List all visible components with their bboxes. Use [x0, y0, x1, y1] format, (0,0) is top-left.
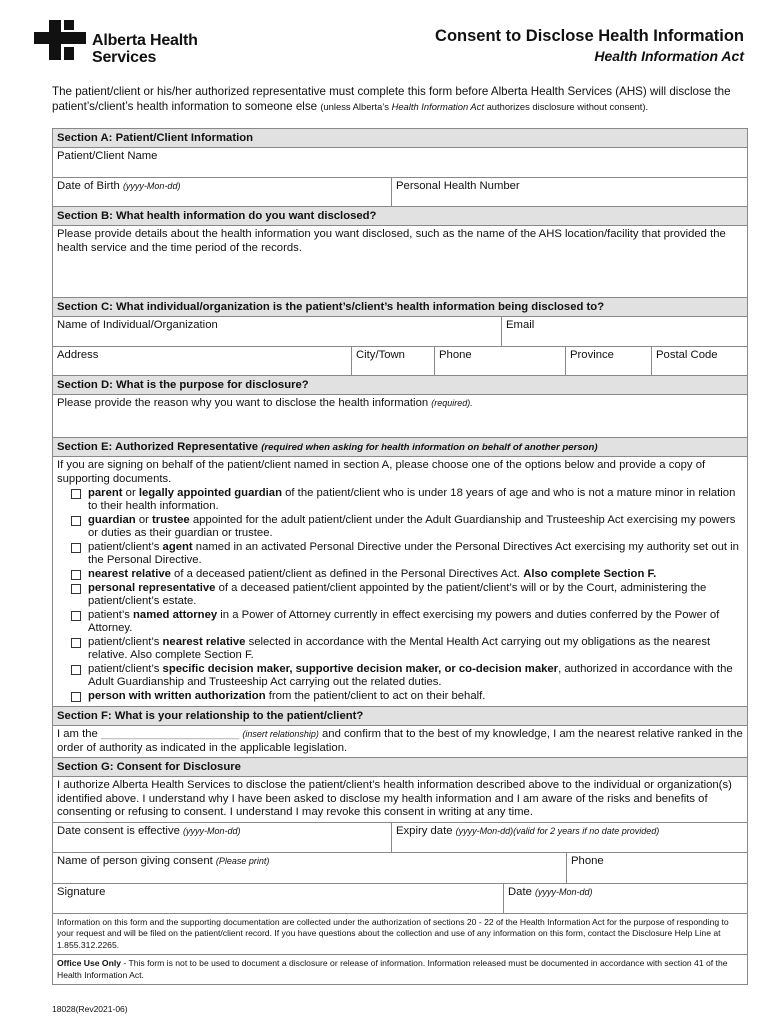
option-t1: patient/client’s: [88, 636, 163, 648]
recipient-phone-label: Phone: [439, 349, 472, 361]
office-use-text: - This form is not to be used to document a disclosure or release of information. Information released must be documented in accordance with section 41 of the Health Information Act.: [57, 958, 728, 980]
option-text: [88, 609, 743, 635]
representative-option[interactable]: [71, 636, 743, 662]
section-e-heading: [53, 438, 747, 457]
form-subtitle: Health Information Act: [594, 48, 744, 64]
option-b1: parent: [88, 487, 123, 499]
intro-note-pre: (unless Alberta’s: [320, 101, 392, 112]
dob-label: Date of Birth: [57, 180, 120, 192]
province-field[interactable]: [565, 347, 651, 375]
option-t2: named in an activated Personal Directive under the Personal Directives Act exercising my authority set out in the Personal Directive.: [88, 541, 739, 566]
option-b2: agent: [162, 541, 193, 553]
option-b1: guardian: [88, 514, 136, 526]
section-e-note: (required when asking for health information on behalf of another person): [261, 442, 598, 453]
option-text: [88, 514, 743, 540]
signature-label: Signature: [57, 885, 106, 898]
representative-option[interactable]: [71, 663, 743, 689]
phn-label: Personal Health Number: [396, 180, 520, 192]
intro-text: [52, 84, 752, 114]
option-t1: from the patient/client to act on their behalf.: [265, 690, 486, 702]
relationship-pre: I am the: [57, 728, 98, 740]
option-t1: or: [122, 487, 139, 499]
purpose-field[interactable]: [53, 395, 747, 437]
option-text: [88, 663, 743, 689]
section-e-title: Section E: Authorized Representative: [57, 441, 259, 453]
patient-name-label: Patient/Client Name: [57, 150, 158, 162]
intro-note-act: Health Information Act: [391, 101, 484, 112]
representative-option[interactable]: [71, 514, 743, 540]
relationship-blank[interactable]: ______________________: [100, 728, 240, 740]
section-a-heading: Section A: Patient/Client Information: [53, 129, 747, 148]
ahs-logo-icon: [34, 20, 86, 60]
relationship-post: and confirm that to the best of my knowledge, I am the nearest relative ranked in the order of authority as indicated in the applicable legislation.: [57, 728, 743, 754]
address-field[interactable]: [53, 347, 351, 375]
option-b2: trustee: [152, 514, 190, 526]
option-b2: specific decision maker, supportive decision maker, or co-decision maker: [162, 663, 559, 675]
signature-date-field[interactable]: [503, 884, 747, 913]
option-b2: named attorney: [133, 609, 218, 621]
checkbox[interactable]: [71, 638, 81, 648]
address-label: Address: [57, 349, 99, 361]
option-t2: in a Power of Attorney currently in effect exercising my powers and duties conferred by the Power of Attorney.: [88, 609, 720, 634]
section-b-heading: Section B: What health information do you want disclosed?: [53, 207, 747, 226]
city-field[interactable]: [351, 347, 434, 375]
expiry-date-hint: (yyyy-Mon-dd)(valid for 2 years if no date provided): [455, 825, 660, 836]
postal-code-label: Postal Code: [656, 349, 718, 361]
consent-giver-phone-label: Phone: [571, 854, 604, 867]
email-field[interactable]: [501, 317, 747, 346]
postal-code-field[interactable]: [651, 347, 747, 375]
option-t2: , authorized in accordance with the Adult Guardianship and Trusteeship Act carrying out the related duties.: [88, 663, 733, 688]
option-t1: or: [135, 514, 153, 526]
representative-option[interactable]: [71, 582, 743, 608]
option-b2: legally appointed guardian: [138, 487, 282, 499]
section-g-heading: Section G: Consent for Disclosure: [53, 758, 747, 777]
representative-option[interactable]: [71, 568, 743, 581]
effective-date-field[interactable]: [53, 823, 391, 852]
signature-date-hint: (yyyy-Mon-dd): [535, 886, 593, 897]
option-text: [88, 636, 743, 662]
signature-date-label: Date: [508, 885, 532, 898]
option-t1: patient’s: [88, 609, 134, 621]
effective-date-hint: (yyyy-Mon-dd): [183, 825, 241, 836]
checkbox[interactable]: [71, 570, 81, 580]
representative-options: [53, 487, 747, 706]
signature-field[interactable]: [53, 884, 503, 913]
relationship-hint: (insert relationship): [242, 729, 319, 739]
purpose-hint: (required).: [431, 398, 473, 408]
consent-giver-name-label: Name of person giving consent: [57, 854, 213, 867]
option-t2: appointed for the adult patient/client under the Adult Guardianship and Trusteeship Act exercising my powers or duties as their guardian or trustee.: [88, 514, 736, 539]
recipient-name-label: Name of Individual/Organization: [57, 319, 218, 331]
dob-hint: (yyyy-Mon-dd): [122, 181, 181, 191]
recipient-name-field[interactable]: [53, 317, 501, 346]
office-use-label: Office Use Only: [57, 958, 121, 968]
checkbox[interactable]: [71, 516, 81, 526]
section-d-heading: Section D: What is the purpose for disclosure?: [53, 376, 747, 395]
option-b1: nearest relative: [88, 568, 171, 580]
recipient-phone-field[interactable]: [434, 347, 565, 375]
section-c-heading: Section C: What individual/organization is the patient’s/client’s health information being disclosed to?: [53, 298, 747, 317]
province-label: Province: [570, 349, 614, 361]
checkbox[interactable]: [71, 665, 81, 675]
expiry-date-field[interactable]: [391, 823, 747, 852]
option-t1: of a deceased patient/client appointed by the patient/client’s will or by the Court, administering the patient/client’s estate.: [88, 582, 707, 607]
patient-name-field[interactable]: [53, 148, 747, 177]
option-b1: person with written authorization: [88, 690, 266, 702]
intro-note-post: authorizes disclosure without consent).: [483, 101, 649, 112]
logo-line-1: Alberta Health: [92, 32, 198, 49]
option-t1: patient/client’s: [88, 541, 163, 553]
consent-giver-phone-field[interactable]: [566, 853, 747, 883]
option-b2: nearest relative: [162, 636, 246, 648]
section-b-text: Please provide details about the health information you want disclosed, such as the name of the AHS location/facility that provided the health service and the time period of the records.: [57, 228, 726, 254]
form-revision: 18028(Rev2021-06): [52, 1004, 128, 1014]
representative-option[interactable]: [71, 609, 743, 635]
dob-field[interactable]: [53, 178, 391, 206]
representative-option[interactable]: [71, 541, 743, 567]
consent-text: I authorize Alberta Health Services to disclose the patient/client’s health information described above to the individual or organization(s) identified above. I understand why I have been asked to disclose my health information and I am aware of the risks and benefits of consenting or refusing to consent. I understand I may revoke this consent in writing at any time.: [53, 777, 747, 823]
collection-notice: Information on this form and the supporting documentation are collected under the authorization of sections 20 - 22 of the Health Information Act for the purpose of responding to your request and will be filed on the patient/client record. If you have questions about the collection and use of any information on this form, contact the Disclosure Help Line at 1.855.312.2265.: [53, 914, 747, 956]
option-t2: selected in accordance with the Mental Health Act carrying out my obligations as the nearest relative. Also complete Section F.: [88, 636, 711, 661]
form-title: Consent to Disclose Health Information: [435, 27, 744, 45]
option-text: [88, 582, 743, 608]
checkbox[interactable]: [71, 543, 81, 553]
option-text: [88, 690, 485, 703]
intro-main: The patient/client or his/her authorized representative must complete this form before Alberta Health Services (AHS) will disclose the patient’s/client’s health information to someone else: [52, 85, 731, 113]
option-text: [88, 541, 743, 567]
option-t1: of a deceased patient/client as defined in the Personal Directives Act.: [170, 568, 524, 580]
health-info-details-field[interactable]: [53, 226, 747, 297]
option-text: [88, 487, 743, 513]
checkbox[interactable]: [71, 584, 81, 594]
effective-date-label: Date consent is effective: [57, 824, 180, 837]
purpose-text: Please provide the reason why you want to disclose the health information: [57, 397, 429, 409]
consent-giver-name-hint: (Please print): [215, 855, 270, 866]
option-text: [88, 568, 656, 581]
representative-option[interactable]: [71, 487, 743, 513]
checkbox[interactable]: [71, 692, 81, 702]
representative-option[interactable]: [71, 690, 743, 703]
email-label: Email: [506, 319, 535, 331]
checkbox[interactable]: [71, 489, 81, 499]
phn-field[interactable]: [391, 178, 747, 206]
option-b2: Also complete Section F.: [523, 568, 657, 580]
logo-text: [92, 32, 198, 66]
logo-line-2: Services: [92, 49, 157, 66]
ahs-logo: [34, 20, 214, 70]
consent-form: [52, 128, 748, 985]
section-e-body: [53, 457, 747, 707]
relationship-field[interactable]: [53, 726, 747, 757]
intro-note: [320, 101, 648, 112]
section-f-heading: Section F: What is your relationship to the patient/client?: [53, 707, 747, 726]
checkbox[interactable]: [71, 611, 81, 621]
form-header: [435, 27, 744, 64]
option-b1: personal representative: [88, 582, 216, 594]
option-t2: of the patient/client who is under 18 years of age and who is not a mature minor in relation to their health information.: [88, 487, 736, 512]
section-e-intro: If you are signing on behalf of the patient/client named in section A, please choose one of the options below and provide a copy of supporting documents.: [57, 459, 706, 485]
expiry-date-label: Expiry date: [396, 824, 453, 837]
consent-giver-name-field[interactable]: [53, 853, 566, 883]
option-t1: patient/client’s: [88, 663, 163, 675]
office-use-notice: [53, 955, 747, 985]
city-label: City/Town: [356, 349, 405, 361]
